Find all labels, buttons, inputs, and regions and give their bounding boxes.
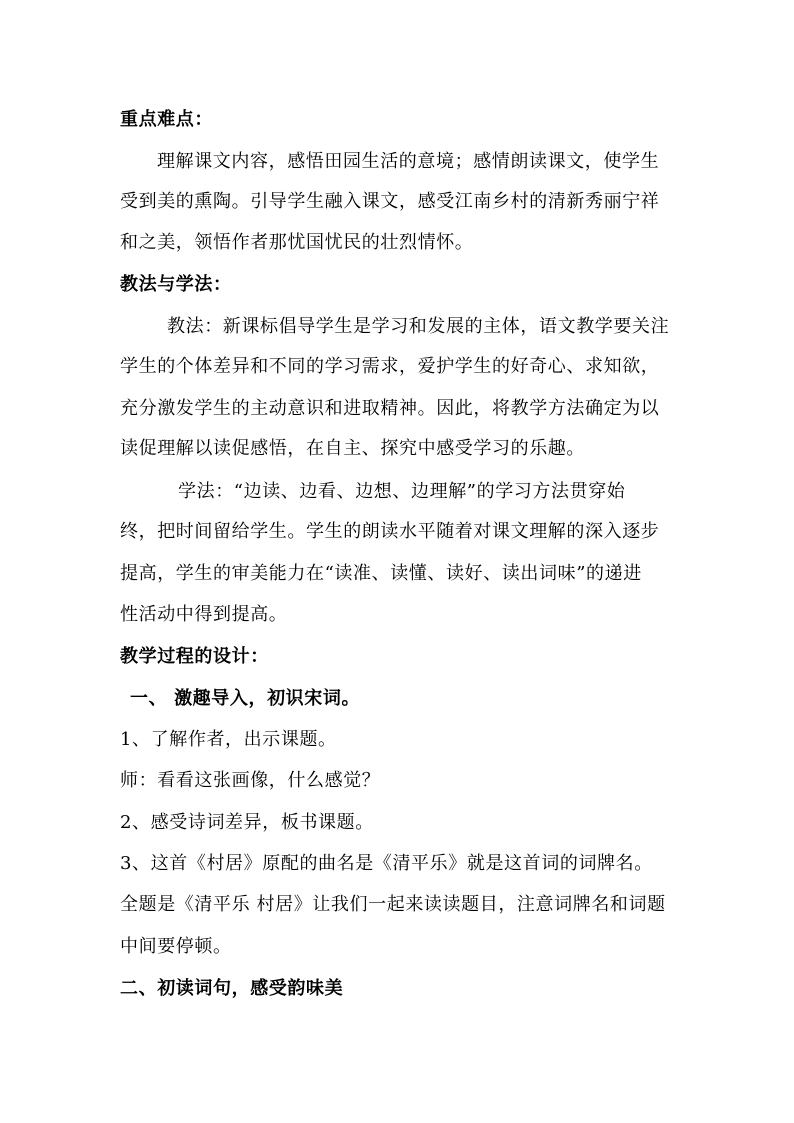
paragraph-line: 理解课文内容，感悟田园生活的意境；感情朗读课文，使学生	[157, 151, 660, 172]
heading-methods: 教法与学法：	[120, 274, 232, 295]
paragraph-line: 读促理解以读促感悟，在自主、探究中感受学习的乐趣。	[120, 438, 585, 459]
paragraph-line: 学生的个体差异和不同的学习需求，爱护学生的好奇心、求知欲，	[120, 356, 660, 377]
section-heading-2: 二、初读词句，感受韵味美	[120, 978, 344, 999]
section-heading-1: 一、 激趣导入，初识宋词。	[130, 688, 361, 709]
paragraph-line: 教法：新课标倡导学生是学习和发展的主体，语文教学要关注	[167, 316, 670, 337]
list-item: 1、了解作者，出示课题。	[120, 729, 337, 750]
paragraph-line: 充分激发学生的主动意识和进取精神。因此，将教学方法确定为以	[120, 398, 660, 419]
paragraph-line: 中间要停顿。	[120, 936, 232, 957]
paragraph-line: 提高，学生的审美能力在“读准、读懂、读好、读出词味”的递进	[120, 563, 642, 584]
paragraph-line: 和之美，领悟作者那忧国忧民的壮烈情怀。	[120, 232, 474, 253]
paragraph-line: 终，把时间留给学生。学生的朗读水平随着对课文理解的深入逐步	[120, 521, 660, 542]
paragraph-line: 学法：“边读、边看、边想、边理解”的学习方法贯穿始	[178, 481, 626, 502]
paragraph-line: 全题是《清平乐 村居》让我们一起来读读题目，注意词牌名和词题	[120, 894, 666, 915]
list-item: 2、感受诗词差异，板书课题。	[120, 812, 374, 833]
heading-key-points: 重点难点：	[120, 109, 213, 130]
paragraph-line: 性活动中得到提高。	[120, 604, 288, 625]
paragraph-line: 师：看看这张画像，什么感觉？	[120, 770, 381, 791]
paragraph-line: 受到美的熏陶。引导学生融入课文，感受江南乡村的清新秀丽宁祥	[120, 191, 660, 212]
heading-teaching-process: 教学过程的设计：	[120, 646, 269, 667]
list-item: 3、这首《村居》原配的曲名是《清平乐》就是这首词的词牌名。	[120, 853, 653, 874]
